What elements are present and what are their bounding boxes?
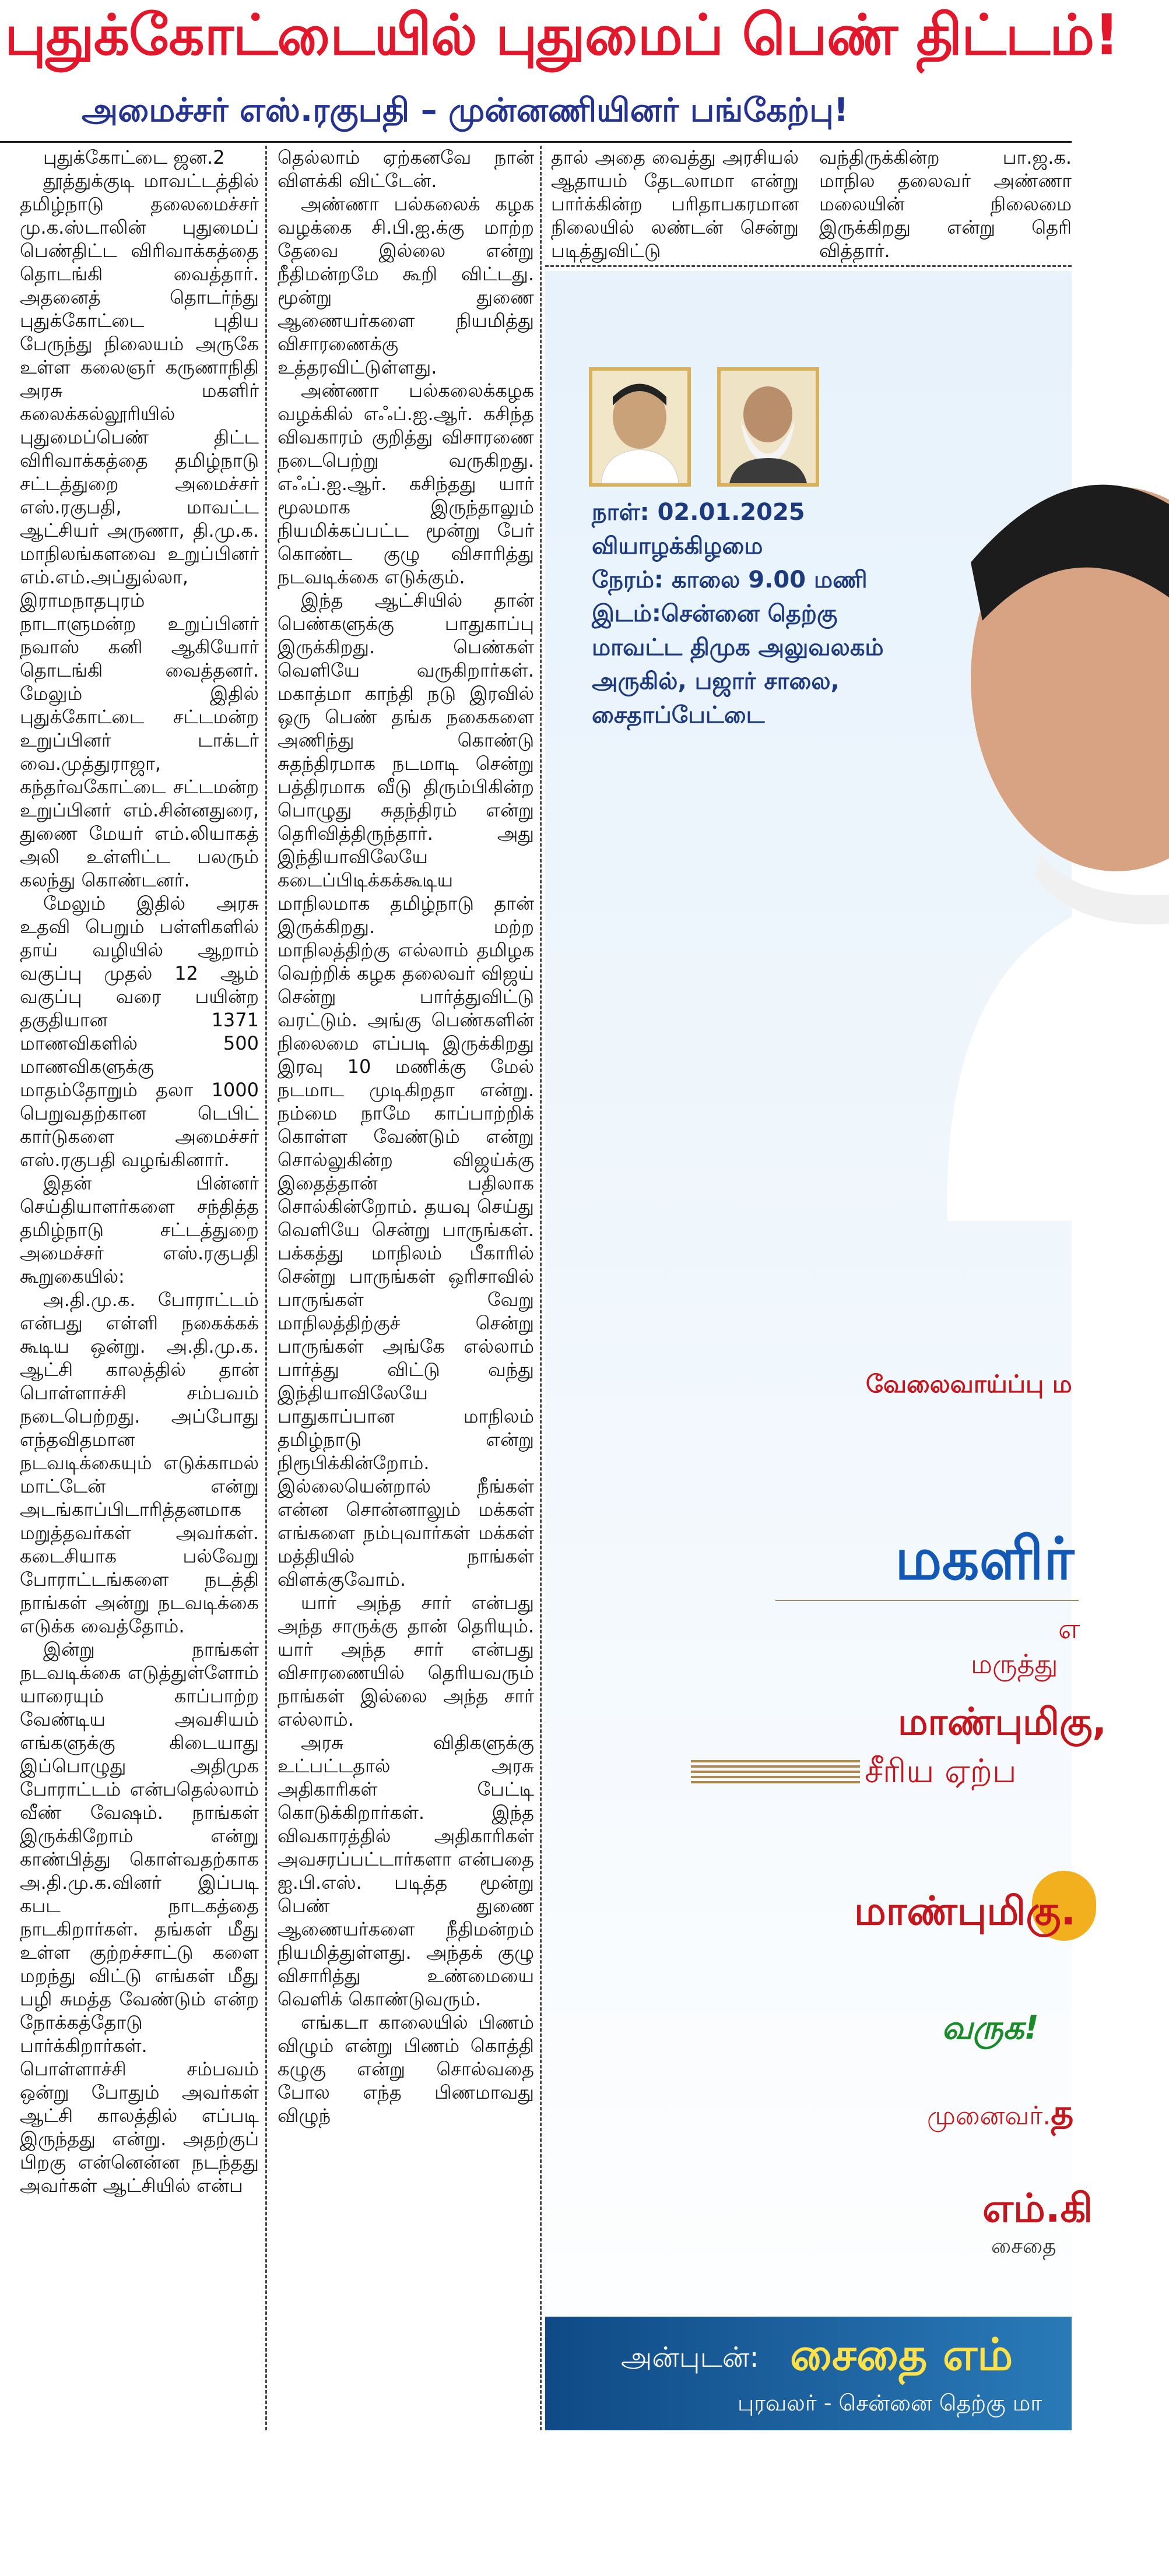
event-time: நேரம்: காலை 9.00 மணி bbox=[592, 566, 868, 593]
article-column-1 bbox=[20, 146, 259, 2430]
article-paragraph: தூத்துக்குடி மாவட்டத்தில் தமிழ்நாடு தலைமைச்சர் மு.க.ஸ்டாலின் புதுமைப் பெண்திட்ட விரிவாக்கத்தை தொடங்கி வைத்தார். அதனைத் தொடர்ந்து புதுக்கோட்டை புதிய பேருந்து நிலையம் அருகே உள்ள கலைஞர் கருணாநிதி அரசு மகளிர் கலைக்கல்லூரியில் புதுமைப்பெண் திட்ட விரிவாக்கத்தை தமிழ்நாடு சட்டத்துறை அமைச்சர் எஸ்.ரகுபதி, மாவட்ட ஆட்சியர் அருணா, தி.மு.க. மாநிலங்களவை உறுப்பினர் எம்.எம்.அப்துல்லா, இராமநாதபுரம் நாடாளுமன்ற உறுப்பினர் நவாஸ் கனி ஆகியோர் தொடங்கி வைத்தனர். மேலும் இதில் புதுக்கோட்டை சட்டமன்ற உறுப்பினர் டாக்டர் வை.முத்துராஜா, கந்தர்வகோட்டை சட்டமன்ற உறுப்பினர் எம்.சின்னதுரை, துணை மேயர் எம்.லியாகத் அலி உள்ளிட்ட பலரும் கலந்து கொண்டனர். bbox=[20, 170, 259, 891]
ad-text: சீரிய ஏற்ப bbox=[865, 1752, 1017, 1790]
ad-text: எம்.கி bbox=[982, 2186, 1093, 2232]
article-paragraph: இன்று நாங்கள் நடவடிக்கை எடுத்துள்ளோம் யாரையும் காப்பாற்ற வேண்டிய அவசியம் எங்களுக்கு கிடையாது இப்பொழுது அதிமுக போராட்டம் என்பதெல்லாம் வீண் வேஷம். நாங்கள் இருக்கிறோம் என்று காண்பித்து கொள்வதற்காக அ.தி.மு.க.வினர் இப்படி கபட நாடகத்தை நாடகிறார்கள். தங்கள் மீது உள்ள குற்றச்சாட்டு களை மறந்து விட்டு எங்கள் மீது பழி சுமத்த வேண்டும் என்ற நோக்கத்தோடு பார்க்கிறார்கள். பொள்ளாச்சி சம்பவம் ஒன்று போதும் அவர்கள் ஆட்சி காலத்தில் எப்படி இருந்தது என்று. அதற்குப் பிறகு என்னென்ன நடந்தது அவர்கள் ஆட்சியில் என்ப bbox=[20, 1638, 259, 2197]
column-divider bbox=[265, 146, 267, 2430]
subheadline: அமைச்சர் எஸ்.ரகுபதி – முன்னணியினர் பங்கேற்பு! bbox=[82, 92, 849, 129]
event-day: வியாழக்கிழமை bbox=[592, 533, 763, 559]
article-paragraph: இதன் பின்னர் செய்தியாளர்களை சந்தித்த தமிழ்நாடு சட்டத்துறை அமைச்சர் எஸ்.ரகுபதி கூறுகையில்: bbox=[20, 1172, 259, 1287]
event-venue: சைதாப்பேட்டை bbox=[592, 702, 765, 729]
footer-subtitle: புரவலர் - சென்னை தெற்கு மா bbox=[738, 2390, 1042, 2416]
top-rule bbox=[0, 141, 1072, 143]
event-venue: அருகில், பஜார் சாலை, bbox=[592, 668, 840, 695]
ad-text: மாண்புமிகு, bbox=[898, 1701, 1107, 1744]
ad-welcome: வருக! bbox=[942, 2009, 1039, 2047]
event-details bbox=[592, 495, 895, 732]
headline: புதுக்கோட்டையில் புதுமைப் பெண் திட்டம்! bbox=[5, 2, 1119, 68]
ad-text: த bbox=[1051, 2092, 1074, 2133]
event-venue: இடம்:சென்னை தெற்கு bbox=[592, 600, 838, 627]
article-paragraph: தெல்லாம் ஏற்கனவே நான் விளக்கி விட்டேன். bbox=[278, 146, 534, 192]
ad-separator bbox=[545, 265, 1072, 268]
ad-text bbox=[927, 2092, 1074, 2134]
ad-text: சைதை bbox=[991, 2234, 1056, 2258]
article-paragraph: அரசு விதிகளுக்கு உட்பட்டதால் அரசு அதிகாரிகள் பேட்டி கொடுக்கிறார்கள். இந்த விவகாரத்தில் அதிகாரிகள் அவசரப்பட்டார்களா என்பதை ஐ.பி.எஸ். படித்த மூன்று பெண் துணை ஆணையர்களை நீதிமன்றம் நியமித்துள்ளது. அந்தக் குழு விசாரித்து உண்மையை வெளிக் கொண்டுவரும். bbox=[278, 1732, 534, 2010]
article-paragraph: அண்ணா பல்கலைக்கழக வழக்கில் எஃப்.ஐ.ஆர். கசிந்த விவகாரம் குறித்து விசாரணை நடைபெற்று வருகிறது. எஃப்.ஐ.ஆர். கசிந்தது யார் மூலமாக இருந்தாலும் நியமிக்கப்பட்ட மூன்று பேர் கொண்ட குழு விசாரித்து நடவடிக்கை எடுக்கும். bbox=[278, 379, 534, 588]
advertisement bbox=[545, 271, 1107, 2430]
article-paragraph: அண்ணா பல்கலைக் கழக வழக்கை சி.பி.ஐ.க்கு மாற்ற தேவை இல்லை என்று நீதிமன்றமே கூறி விட்டது. மூன்று துணை ஆணையர்களை நியமித்து விசாரணைக்கு உத்தரவிட்டுள்ளது. bbox=[278, 193, 534, 378]
ad-text: எ bbox=[1058, 1613, 1080, 1645]
article-paragraph: யார் அந்த சார் என்பது அந்த சாருக்கு தான் தெரியும். யார் அந்த சார் என்பது விசாரணையில் தெரியவரும் நாங்கள் இல்லை அந்த சார் எல்லாம். bbox=[278, 1592, 534, 1730]
article-column-2 bbox=[278, 146, 534, 2576]
column-divider bbox=[540, 146, 542, 2430]
decorative-stripes bbox=[691, 1760, 860, 1783]
article-paragraph: வந்திருக்கின்ற பா.ஜ.க. மாநில தலைவர் அண்ணா மலையின் நிலைமை இருக்கிறது என்று தெரி வித்தார். bbox=[819, 146, 1072, 262]
article-paragraph: இந்த ஆட்சியில் தான் பெண்களுக்கு பாதுகாப்பு இருக்கிறது. பெண்கள் வெளியே வருகிறார்கள். மகாத்மா காந்தி நடு இரவில் ஒரு பெண் தங்க நகைகளை அணிந்து கொண்டு சுதந்திரமாக நடமாடி சென்று பத்திரமாக வீடு திரும்பிகின்ற பொழுது சுதந்திரம் என்று தெரிவித்திருந்தார். அது இந்தியாவிலேயே கடைப்பிடிக்கக்கூடிய மாநிலமாக தமிழ்நாடு தான் இருக்கிறது. மற்ற மாநிலத்திற்கு எல்லாம் தமிழக வெற்றிக் கழக தலைவர் விஜய் சென்று பார்த்துவிட்டு வரட்டும். அங்கு பெண்களின் நிலைமை எப்படி இருக்கிறது இரவு 10 மணிக்கு மேல் நடமாட முடிகிறதா என்று. நம்மை நாமே காப்பாற்றிக் கொள்ள வேண்டும் என்று சொல்லுகின்ற விஜய்க்கு இதைத்தான் பதிலாக சொல்கின்றோம். தயவு செய்து வெளியே சென்று பாருங்கள். பக்கத்து மாநிலம் பீகாரில் சென்று பாருங்கள் ஒரிசாவில் பாருங்கள் வேறு மாநிலத்திற்குச் சென்று பாருங்கள் அங்கே எல்லாம் பார்த்து விட்டு வந்து இந்தியாவிலேயே பாதுகாப்பான மாநிலம் தமிழ்நாடு என்று நிரூபிக்கின்றோம். இல்லையென்றால் நீங்கள் என்ன சொன்னாலும் மக்கள் எங்களை நம்புவார்கள் மக்கள் மத்தியில் நாங்கள் விளக்குவோம். bbox=[278, 589, 534, 1590]
ad-text: மருத்து bbox=[971, 1648, 1058, 1680]
article-paragraph: அ.தி.மு.க. போராட்டம் என்பது எள்ளி நகைக்கக் கூடிய ஒன்று. அ.தி.மு.க. ஆட்சி காலத்தில் தான் பொள்ளாச்சி சம்பவம் நடைபெற்றது. அப்போது எந்தவிதமான நடவடிக்கையும் எடுக்காமல் மாட்டேன் என்று அடங்காப்பிடாரித்தனமாக மறுத்தவர்கள் அவர்கள். கடைசியாக பல்வேறு போராட்டங்களை நடத்தி நாங்கள் அன்று நடவடிக்கை எடுக்க வைத்தோம். bbox=[20, 1289, 259, 1637]
dateline: புதுக்கோட்டை ஜன.2 bbox=[43, 146, 225, 168]
portrait-photo bbox=[717, 367, 819, 487]
article-paragraph: மேலும் இதில் அரசு உதவி பெறும் பள்ளிகளில் தாய் வழியில் ஆறாம் வகுப்பு முதல் 12 ஆம் வகுப்பு வரை பயின்ற தகுதியான 1371 மாணவிகளில் 500 மாணவிகளுக்கு மாதம்தோறும் தலா 1000 பெறுவதற்கான டெபிட் கார்டுகளை அமைச்சர் எஸ்.ரகுபதி வழங்கினார். bbox=[20, 892, 259, 1171]
ad-divider bbox=[775, 1600, 1079, 1601]
article-paragraph: தால் அதை வைத்து அரசியல் ஆதாயம் தேடலாமா என்று பார்க்கின்ற பரிதாபகரமான நிலையில் லண்டன் சென்று படித்துவிட்டு bbox=[551, 146, 799, 262]
ad-tagline: வேலைவாய்ப்பு ம bbox=[866, 1370, 1072, 1398]
ad-text: முனைவர். bbox=[927, 2101, 1051, 2131]
article-column-3 bbox=[551, 146, 799, 262]
portrait-photo bbox=[589, 367, 691, 487]
article-paragraph: எங்கடா காலையில் பிணம் விழும் என்று பிணம் கொத்தி கழுகு என்று சொல்வதை போல எந்த பிணமாவது விழுந் bbox=[278, 2011, 534, 2127]
footer-prefix: அன்புடன்: bbox=[621, 2341, 759, 2374]
event-date: நாள்: 02.01.2025 bbox=[592, 499, 805, 526]
footer-name: சைதை எம் bbox=[790, 2328, 1013, 2380]
leader-photo bbox=[924, 376, 1169, 1221]
event-venue: மாவட்ட திமுக அலுவலகம் bbox=[592, 634, 884, 661]
ad-text: மாண்புமிகு. bbox=[854, 1888, 1076, 1934]
article-column-4 bbox=[819, 146, 1072, 262]
ad-title: மகளிர் bbox=[895, 1525, 1075, 1593]
